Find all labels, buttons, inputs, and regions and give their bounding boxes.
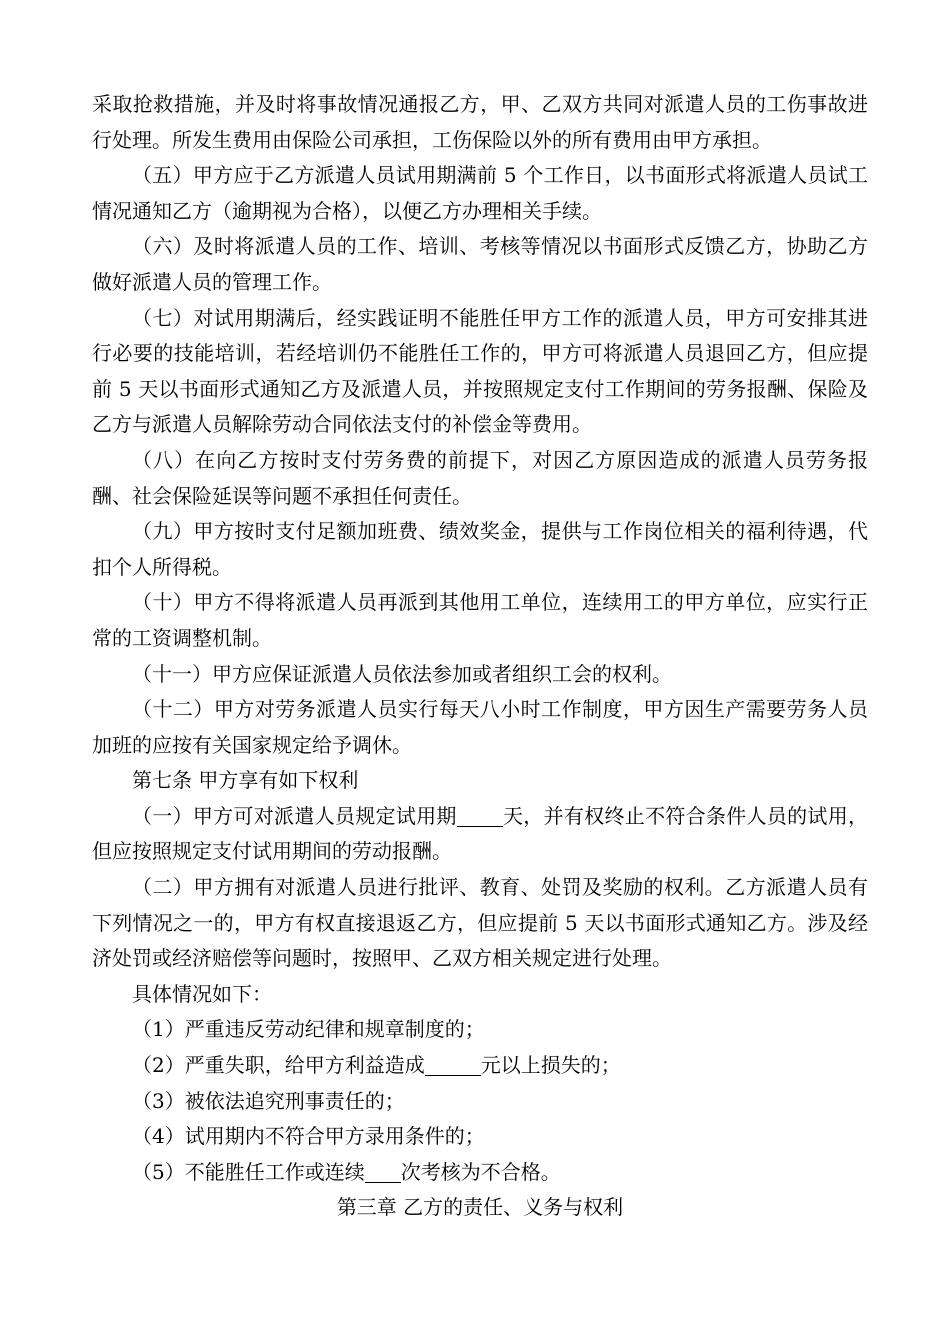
article-7-heading: 第七条 甲方享有如下权利 — [132, 768, 359, 793]
condition-2 — [92, 1048, 868, 1084]
probation-days-blank — [457, 804, 503, 827]
paragraph-item-9: （九）甲方按时支付足额加班费、绩效奖金，提供与工作岗位相关的福利待遇，代扣个人所得税。 — [92, 519, 868, 579]
condition-5 — [92, 1155, 868, 1191]
chapter-3-title: 第三章 乙方的责任、义务与权利 — [336, 1195, 624, 1220]
condition-4: （4）试用期内不符合甲方录用条件的； — [132, 1124, 485, 1149]
paragraph-item-12: （十二）甲方对劳务派遣人员实行每天八小时工作制度，甲方因生产需要劳务人员加班的应按有关国家规定给予调休。 — [92, 697, 868, 757]
paragraph-item-11: （十一）甲方应保证派遣人员依法参加或者组织工会的权利。 — [132, 661, 672, 686]
probation-text-before: （一）甲方可对派遣人员规定试用期 — [132, 803, 457, 828]
probation-text-after: 天，并有权终止不符合条件人员的试用，但应按照规定支付试用期间的劳动报酬。 — [92, 803, 869, 864]
paragraph-item-7: （七）对试用期满后，经实践证明不能胜任甲方工作的派遣人员，甲方可安排其进行必要的技能培训，若经培训仍不能胜任工作的，甲方可将派遣人员退回乙方，但应提前 5 天以书面形式通知乙方及派遣人员，并按照规定支付工作期间的劳务报酬、保险及乙方与派遣人员解除劳动合同依法支付的补偿金等费用。 — [92, 305, 868, 437]
assessment-count-blank — [365, 1160, 401, 1183]
condition-3: （3）被依法追究刑事责任的； — [132, 1088, 405, 1113]
paragraph-item-6: （六）及时将派遣人员的工作、培训、考核等情况以书面形式反馈乙方，协助乙方做好派遣人员的管理工作。 — [92, 234, 868, 294]
loss-amount-blank — [425, 1053, 481, 1076]
document-page — [92, 87, 868, 1226]
condition-5-after: 次考核为不合格。 — [400, 1159, 561, 1184]
paragraph-item-10: （十）甲方不得将派遣人员再派到其他用工单位，连续用工的甲方单位，应实行正常的工资调整机制。 — [92, 590, 868, 650]
paragraph-probation-right — [92, 799, 868, 870]
details-intro: 具体情况如下： — [132, 981, 272, 1006]
condition-2-before: （2）严重失职，给甲方利益造成 — [132, 1053, 425, 1078]
condition-5-before: （5）不能胜任工作或连续 — [132, 1159, 365, 1184]
paragraph-discipline-right: （二）甲方拥有对派遣人员进行批评、教育、处罚及奖励的权利。乙方派遣人员有下列情况之一的，甲方有权直接退返乙方，但应提前 5 天以书面形式通知乙方。涉及经济处罚或经济赔偿等问题时，按照甲、乙双方相关规定进行处理。 — [92, 875, 868, 971]
paragraph-item-5: （五）甲方应于乙方派遣人员试用期满前 5 个工作日，以书面形式将派遣人员试工情况通知乙方（逾期视为合格），以便乙方办理相关手续。 — [92, 163, 868, 223]
paragraph-item-8: （八）在向乙方按时支付劳务费的前提下，对因乙方原因造成的派遣人员劳务报酬、社会保险延误等问题不承担任何责任。 — [92, 447, 868, 508]
condition-1: （1）严重违反劳动纪律和规章制度的； — [132, 1017, 485, 1042]
paragraph-accident-handling: 采取抢救措施，并及时将事故情况通报乙方，甲、乙双方共同对派遣人员的工伤事故进行处理。所发生费用由保险公司承担，工伤保险以外的所有费用由甲方承担。 — [92, 92, 868, 152]
condition-2-after: 元以上损失的； — [480, 1053, 621, 1078]
